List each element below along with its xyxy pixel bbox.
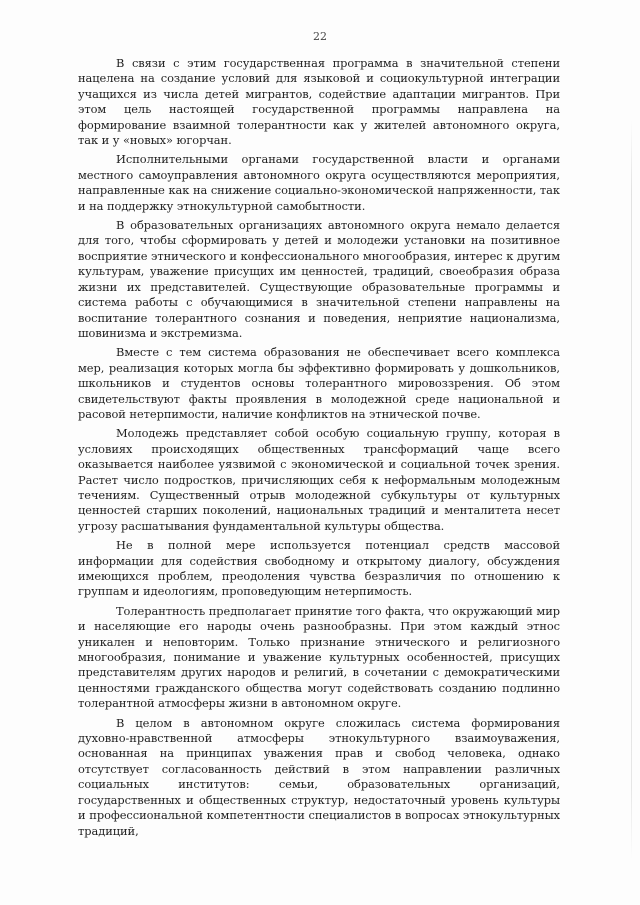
paragraph: Исполнительными органами государственной власти и органами местного самоуправления автономного округа осуществляются мероприятия, направленные как на снижение социально-экономической напряженности, так и на поддержку этнокультурной самобытности.: [78, 152, 560, 213]
paragraph: В целом в автономном округе сложилась система формирования духовно-нравственной атмосферы этнокультурного взаимоуважения, основанная на принципах уважения прав и свобод человека, однако отсутствует согласованность действий в этом направлении различных социальных институтов: семьи, образовательных организаций, государственных и общественных структур, недостаточный уровень культуры и профессиональной компетентности специалистов в вопросах этнокультурных традиций,: [78, 715, 560, 838]
paragraph: В связи с этим государственная программа в значительной степени нацелена на создание условий для языковой и социокультурной интеграции учащихся из числа детей мигрантов, содействие адаптации мигрантов. При этом цель настоящей государственной программы направлена на формирование взаимной толерантности как у жителей автономного округа, так и у «новых» югорчан.: [78, 56, 560, 148]
body-text: [78, 56, 560, 843]
paragraph: Молодежь представляет собой особую социальную группу, которая в условиях происходящих общественных трансформаций чаще всего оказывается наиболее уязвимой с экономической и социальной точек зрения. Растет число подростков, причисляющих себя к неформальным молодежным течениям. Существенный отрыв молодежной субкультуры от культурных ценностей старших поколений, национальных традиций и менталитета несет угрозу расшатывания фундаментальной культуры общества.: [78, 426, 560, 533]
paragraph: Толерантность предполагает принятие того факта, что окружающий мир и населяющие его народы очень разнообразны. При этом каждый этнос уникален и неповторим. Только признание этнического и религиозного многообразия, понимание и уважение культурных особенностей, присущих представителям других народов и религий, в сочетании с демократическими ценностями гражданского общества могут содействовать созданию подлинно толерантной атмосферы жизни в автономном округе.: [78, 603, 560, 711]
paragraph: Не в полной мере используется потенциал средств массовой информации для содействия свободному и открытому диалогу, обсуждения имеющихся проблем, преодоления чувства безразличия по отношению к группам и идеологиям, проповедующим нетерпимость.: [78, 538, 560, 599]
scan-edge-shadow: [631, 120, 632, 860]
page-number: 22: [313, 30, 327, 43]
paragraph: Вместе с тем система образования не обеспечивает всего комплекса мер, реализация которых могла бы эффективно формировать у дошкольников, школьников и студентов основы толерантного мировоззрения. Об этом свидетельствуют факты проявления в молодежной среде национальной и расовой нетерпимости, наличие конфликтов на этнической почве.: [78, 345, 560, 421]
paragraph: В образовательных организациях автономного округа немало делается для того, чтобы сформировать у детей и молодежи установки на позитивное восприятие этнического и конфессионального многообразия, интерес к другим культурам, уважение присущих им ценностей, традиций, своеобразия образа жизни их представителей. Существующие образовательные программы и система работы с обучающимися в значительной степени направлены на воспитание толерантного сознания и поведения, неприятие национализма, шовинизма и экстремизма.: [78, 218, 560, 340]
